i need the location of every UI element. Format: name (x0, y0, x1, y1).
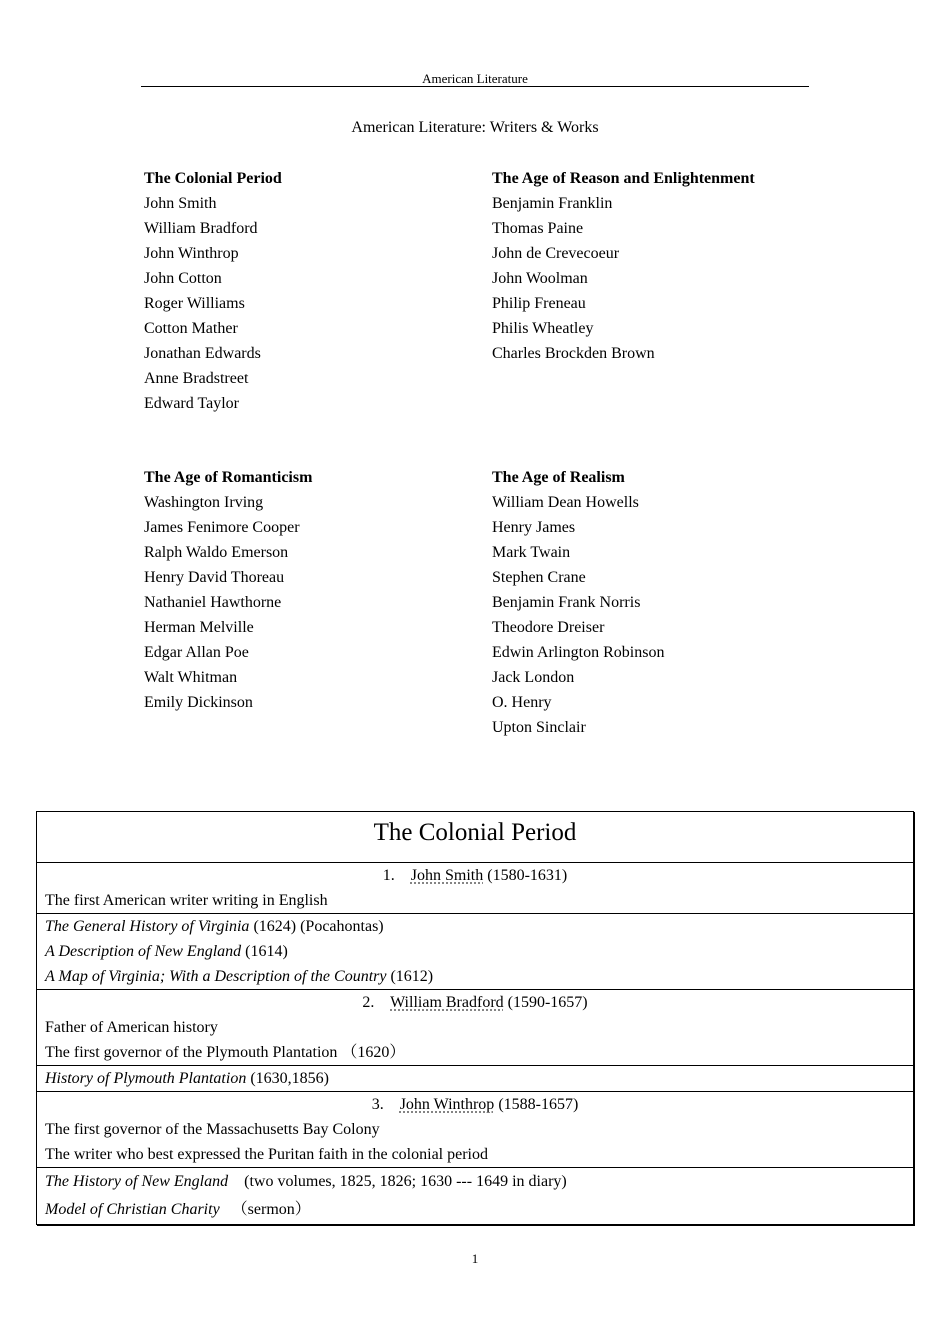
entry-note: The writer who best expressed the Puritan faith in the colonial period (45, 1146, 488, 1163)
entry-note: The first governor of the Massachusetts Bay Colony (45, 1121, 380, 1138)
entry-number: 2. (362, 994, 375, 1011)
work-title: The General History of Virginia (45, 918, 250, 935)
writer-item: Ralph Waldo Emerson (144, 544, 289, 561)
work-title: The History of New England (45, 1173, 229, 1190)
works-row (37, 1167, 913, 1224)
writer-item: Herman Melville (144, 619, 254, 636)
writer-item: John Smith (144, 195, 217, 212)
running-header: American Literature (422, 71, 528, 86)
writer-entry-row (37, 862, 913, 913)
writer-item: James Fenimore Cooper (144, 519, 300, 536)
works-row (37, 913, 913, 989)
writer-item: Jonathan Edwards (144, 345, 261, 362)
section-heading: The Colonial Period (144, 170, 282, 187)
writer-item: John Woolman (492, 270, 588, 287)
entry-note: The first governor of the Plymouth Plantation （1620） (45, 1044, 406, 1061)
work-detail: (two volumes, 1825, 1826; 1630 --- 1649 in diary) (244, 1173, 567, 1190)
writer-item: Philis Wheatley (492, 320, 594, 337)
work-item (45, 964, 905, 989)
section-heading: The Age of Realism (492, 469, 625, 486)
section-age-of-realism (492, 465, 664, 740)
entry-dates: (1590-1657) (507, 994, 588, 1011)
work-item (45, 939, 905, 964)
writer-item: Henry James (492, 519, 576, 536)
entry-note: Father of American history (45, 1019, 218, 1036)
entry-heading (45, 1092, 905, 1117)
entry-number: 3. (371, 1096, 384, 1113)
section-age-of-reason (492, 166, 755, 366)
work-item (45, 1066, 905, 1091)
writer-item: Edgar Allan Poe (144, 644, 249, 661)
section-heading: The Age of Romanticism (144, 469, 313, 486)
writer-item: Charles Brockden Brown (492, 345, 655, 362)
work-title: A Map of Virginia; With a Description of the Country (45, 968, 387, 985)
work-detail: (1612) (390, 968, 434, 985)
entry-note: The first American writer writing in English (45, 892, 328, 909)
writer-item: Jack London (492, 669, 575, 686)
section-age-of-romanticism (144, 465, 312, 715)
writer-item: John Winthrop (144, 245, 239, 262)
work-item (45, 1168, 905, 1196)
writer-item: Roger Williams (144, 295, 245, 312)
entry-dates: (1580-1631) (487, 867, 568, 884)
entry-number: 1. (382, 867, 395, 884)
writer-entry-row (37, 989, 913, 1065)
table-title: The Colonial Period (373, 819, 577, 846)
writer-item: Mark Twain (492, 544, 571, 561)
writer-item: Thomas Paine (492, 220, 584, 237)
section-colonial-period (144, 166, 282, 416)
work-title: A Description of New England (45, 943, 242, 960)
writer-item: Edwin Arlington Robinson (492, 644, 665, 661)
colonial-period-table (36, 811, 914, 1225)
works-row (37, 1065, 913, 1091)
section-heading: The Age of Reason and Enlightenment (492, 170, 755, 187)
entry-name: John Smith (410, 867, 484, 884)
writer-item: Cotton Mather (144, 320, 238, 337)
work-item (45, 1196, 905, 1224)
writer-item: Upton Sinclair (492, 719, 586, 736)
entry-heading (45, 990, 905, 1015)
writer-item: John de Crevecoeur (492, 245, 620, 262)
writer-entry-row (37, 1091, 913, 1167)
writer-item: Emily Dickinson (144, 694, 253, 711)
writer-item: Benjamin Franklin (492, 195, 613, 212)
writer-item: Stephen Crane (492, 569, 586, 586)
work-title: Model of Christian Charity (45, 1201, 220, 1218)
writer-item: Washington Irving (144, 494, 264, 511)
entry-dates: (1588-1657) (498, 1096, 579, 1113)
writer-item: Edward Taylor (144, 395, 239, 412)
entry-heading (45, 863, 905, 888)
header-rule (141, 86, 809, 87)
page-number: 1 (471, 1251, 479, 1266)
work-detail: （sermon） (231, 1201, 311, 1218)
work-item (45, 914, 905, 939)
writer-item: William Dean Howells (492, 494, 639, 511)
writer-item: Theodore Dreiser (492, 619, 605, 636)
entry-name: William Bradford (390, 994, 504, 1011)
writer-item: O. Henry (492, 694, 552, 711)
writer-item: John Cotton (144, 270, 222, 287)
work-detail: (1624) (Pocahontas) (253, 918, 384, 935)
writer-item: Anne Bradstreet (144, 370, 249, 387)
writer-item: Philip Freneau (492, 295, 586, 312)
writer-item: Henry David Thoreau (144, 569, 285, 586)
writer-item: Walt Whitman (144, 669, 238, 686)
writer-item: Nathaniel Hawthorne (144, 594, 282, 611)
work-detail: (1614) (245, 943, 288, 960)
work-title: History of Plymouth Plantation (45, 1070, 247, 1087)
writer-item: Benjamin Frank Norris (492, 594, 641, 611)
entry-name: John Winthrop (399, 1096, 495, 1113)
writer-item: William Bradford (144, 220, 258, 237)
work-detail: (1630,1856) (250, 1070, 329, 1087)
document-title: American Literature: Writers & Works (351, 119, 599, 136)
